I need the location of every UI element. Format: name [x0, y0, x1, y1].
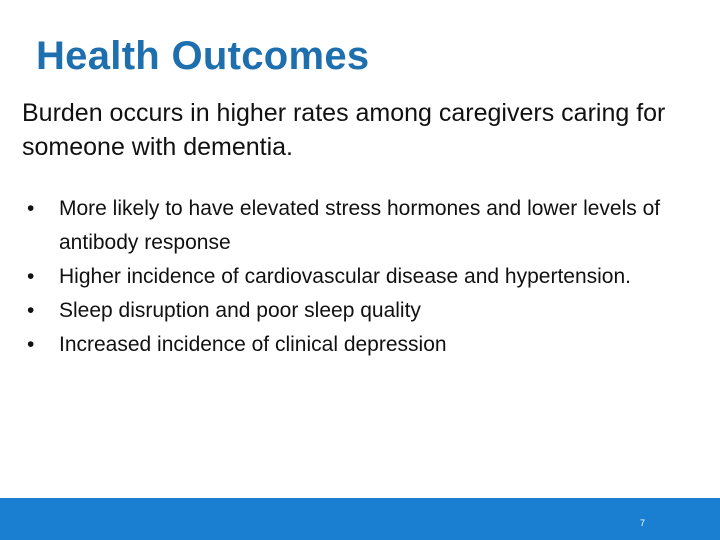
footer-bar	[0, 498, 720, 540]
bullet-marker: •	[27, 299, 35, 322]
bullet-item	[22, 260, 702, 294]
bullet-text: Higher incidence of cardiovascular disease and hypertension.	[59, 265, 632, 288]
intro-text: Burden occurs in higher rates among caregivers caring for someone with dementia.	[22, 99, 666, 161]
bullet-text: More likely to have elevated stress hormones and lower levels of antibody response	[59, 197, 661, 254]
bullet-item	[22, 192, 702, 260]
bullet-marker: •	[27, 265, 35, 288]
page-number: 7	[640, 518, 646, 528]
bullet-item	[22, 294, 702, 328]
bullet-marker: •	[27, 197, 35, 220]
bullet-text: Sleep disruption and poor sleep quality	[59, 299, 421, 322]
bullet-item	[22, 328, 702, 362]
slide-title: Health Outcomes	[36, 34, 370, 78]
bullet-list	[22, 192, 702, 362]
bullet-text: Increased incidence of clinical depression	[59, 333, 447, 356]
bullet-marker: •	[27, 333, 35, 356]
